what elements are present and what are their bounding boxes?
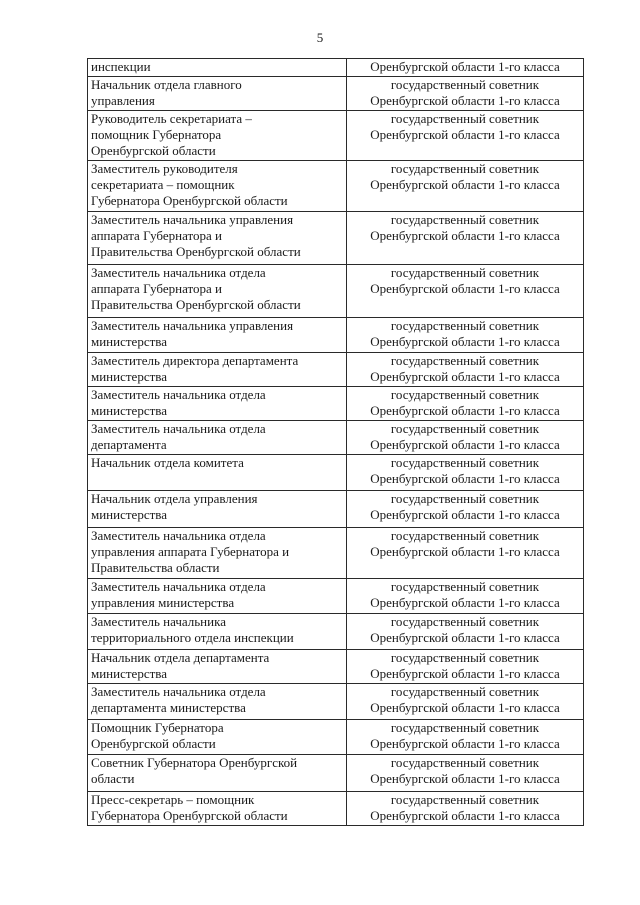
position-cell: Помощник Губернатора Оренбургской области — [88, 720, 347, 755]
rank-cell: государственный советник Оренбургской области 1-го класса — [347, 212, 584, 265]
table-row — [88, 318, 584, 353]
rank-cell: государственный советник Оренбургской области 1-го класса — [347, 353, 584, 387]
table-row — [88, 528, 584, 579]
table-row — [88, 614, 584, 650]
rank-cell: государственный советник Оренбургской области 1-го класса — [347, 528, 584, 579]
rank-cell: Оренбургской области 1-го класса — [347, 59, 584, 77]
positions-table — [87, 58, 584, 826]
position-cell: Руководитель секретариата – помощник Губернатора Оренбургской области — [88, 111, 347, 161]
position-cell: Заместитель начальника отдела департамента — [88, 421, 347, 455]
position-cell: Заместитель начальника отдела министерства — [88, 387, 347, 421]
table-row — [88, 212, 584, 265]
rank-cell: государственный советник Оренбургской области 1-го класса — [347, 387, 584, 421]
position-cell: Начальник отдела департамента министерства — [88, 650, 347, 684]
position-cell: инспекции — [88, 59, 347, 77]
position-cell: Заместитель начальника отдела управления аппарата Губернатора и Правительства области — [88, 528, 347, 579]
position-cell: Пресс-секретарь – помощник Губернатора Оренбургской области — [88, 792, 347, 826]
table-row — [88, 684, 584, 720]
position-cell: Заместитель директора департамента министерства — [88, 353, 347, 387]
table-row — [88, 455, 584, 491]
table-row — [88, 421, 584, 455]
table-row — [88, 161, 584, 212]
table-row — [88, 579, 584, 614]
position-cell: Заместитель начальника управления аппарата Губернатора и Правительства Оренбургской области — [88, 212, 347, 265]
position-cell: Заместитель начальника отдела управления министерства — [88, 579, 347, 614]
table-row — [88, 111, 584, 161]
position-cell: Советник Губернатора Оренбургской области — [88, 755, 347, 792]
rank-cell: государственный советник Оренбургской области 1-го класса — [347, 265, 584, 318]
rank-cell: государственный советник Оренбургской области 1-го класса — [347, 579, 584, 614]
position-cell: Заместитель начальника отдела департамента министерства — [88, 684, 347, 720]
rank-cell: государственный советник Оренбургской области 1-го класса — [347, 614, 584, 650]
table-row — [88, 265, 584, 318]
table-row — [88, 650, 584, 684]
position-cell: Заместитель начальника управления министерства — [88, 318, 347, 353]
position-cell: Начальник отдела управления министерства — [88, 491, 347, 528]
table-row — [88, 353, 584, 387]
table-row — [88, 491, 584, 528]
rank-cell: государственный советник Оренбургской области 1-го класса — [347, 491, 584, 528]
rank-cell: государственный советник Оренбургской области 1-го класса — [347, 318, 584, 353]
positions-table-body — [88, 59, 584, 826]
table-row — [88, 755, 584, 792]
position-cell: Начальник отдела комитета — [88, 455, 347, 491]
position-cell: Заместитель руководителя секретариата – помощник Губернатора Оренбургской области — [88, 161, 347, 212]
table-row — [88, 77, 584, 111]
rank-cell: государственный советник Оренбургской области 1-го класса — [347, 720, 584, 755]
page-number: 5 — [316, 30, 324, 45]
rank-cell: государственный советник Оренбургской области 1-го класса — [347, 421, 584, 455]
rank-cell: государственный советник Оренбургской области 1-го класса — [347, 77, 584, 111]
position-cell: Заместитель начальника отдела аппарата Губернатора и Правительства Оренбургской области — [88, 265, 347, 318]
rank-cell: государственный советник Оренбургской области 1-го класса — [347, 111, 584, 161]
position-cell: Начальник отдела главного управления — [88, 77, 347, 111]
table-row — [88, 387, 584, 421]
table-row — [88, 720, 584, 755]
rank-cell: государственный советник Оренбургской области 1-го класса — [347, 650, 584, 684]
table-row — [88, 59, 584, 77]
rank-cell: государственный советник Оренбургской области 1-го класса — [347, 684, 584, 720]
rank-cell: государственный советник Оренбургской области 1-го класса — [347, 755, 584, 792]
rank-cell: государственный советник Оренбургской области 1-го класса — [347, 792, 584, 826]
rank-cell: государственный советник Оренбургской области 1-го класса — [347, 161, 584, 212]
position-cell: Заместитель начальника территориального отдела инспекции — [88, 614, 347, 650]
rank-cell: государственный советник Оренбургской области 1-го класса — [347, 455, 584, 491]
table-row — [88, 792, 584, 826]
